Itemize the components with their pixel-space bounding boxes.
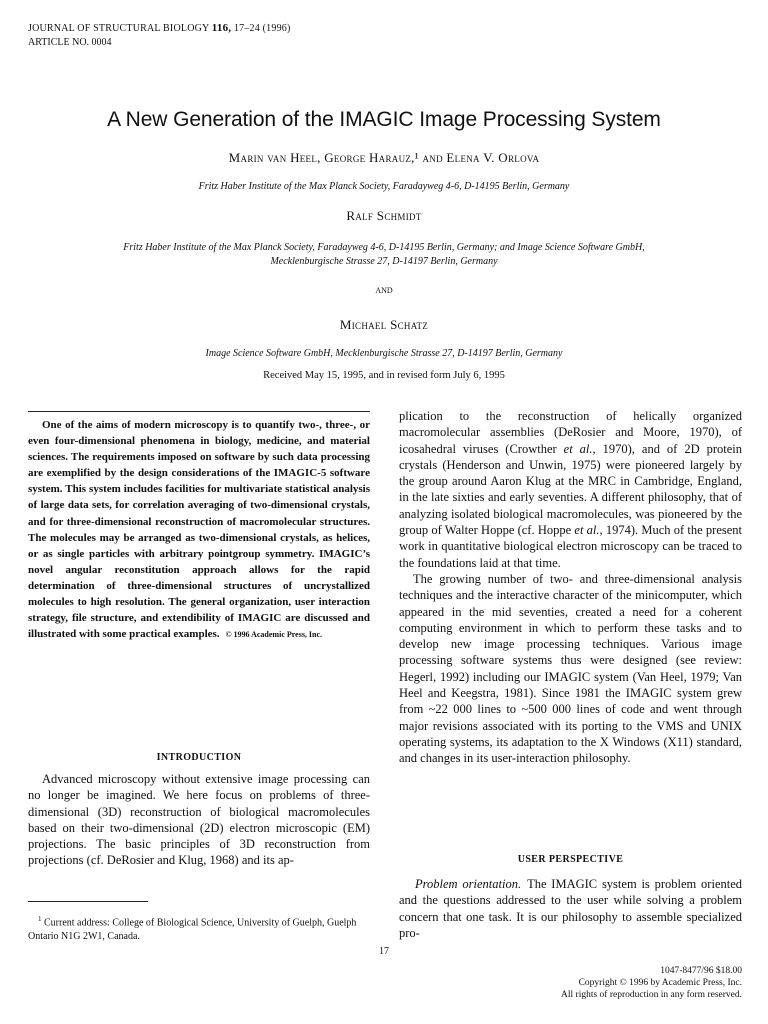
copyright-notice: Copyright © 1996 by Academic Press, Inc.: [578, 978, 742, 988]
journal-pages: 17–24 (1996): [233, 23, 291, 34]
paper-title: A New Generation of the IMAGIC Image Processing System: [107, 108, 661, 131]
introduction-heading: INTRODUCTION: [156, 752, 242, 763]
author-list-3: Michael Schatz: [339, 317, 429, 332]
affiliation-1: Fritz Haber Institute of the Max Planck Society, Faradayweg 4-6, D-14195 Berlin, Germany: [198, 181, 570, 192]
journal-citation: [28, 22, 291, 34]
author-list-1: Marin van Heel, George Harauz,¹ and Elena V. Orlova: [228, 150, 540, 165]
footnote-rule: [28, 901, 148, 902]
problem-orientation-lead: Problem orientation.: [415, 877, 522, 891]
introduction-text: [28, 771, 370, 869]
footnote: [28, 912, 370, 944]
journal-volume: 116,: [211, 22, 232, 34]
para1-part-a: plication to the reconstruction of helically organized macromolecular assemblies (DeRosier and Moore, 1970), of icosahedral viruses (Crowther: [399, 409, 742, 456]
affiliation-2-line-1: Fritz Haber Institute of the Max Planck Society, Faradayweg 4-6, D-14195 Berlin, Germany; and Image Science Software GmbH,: [123, 242, 645, 253]
and-separator: and: [375, 284, 393, 296]
user-perspective-text: [399, 876, 742, 941]
introduction-paragraph: Advanced microscopy without extensive image processing can no longer be imagined. We here focus on problems of three-dimensional (3D) reconstruction of biological macromolecules based on their two-dimensional (2D) electron microscopic (EM) projections. The basic principles of 3D reconstruction from projections (cf. DeRosier and Klug, 1968) and its ap-: [28, 772, 370, 868]
article-number: ARTICLE NO. 0004: [28, 37, 112, 48]
journal-name: JOURNAL OF STRUCTURAL BIOLOGY: [28, 23, 210, 34]
para1-etal-1: et al.,: [563, 441, 596, 456]
issn-price: 1047-8477/96 $18.00: [660, 966, 742, 976]
page-number: 17: [379, 946, 389, 957]
author-list-2: Ralf Schmidt: [346, 208, 422, 223]
affiliation-2: [0, 241, 768, 269]
abstract-copyright: © 1996 Academic Press, Inc.: [225, 630, 323, 640]
rights-notice: All rights of reproduction in any form reserved.: [561, 990, 742, 1000]
abstract-rule: [28, 411, 370, 412]
right-column-text: [399, 408, 742, 767]
footnote-mark: 1: [38, 915, 42, 923]
footnote-text: Current address: College of Biological Science, University of Guelph, Guelph Ontario N1G 2W1, Canada.: [28, 917, 357, 943]
abstract: [28, 417, 370, 643]
user-perspective-paragraph: The IMAGIC system is problem oriented and the questions addressed to the user while solving a problem concern that one task. It is our philosophy to assemble specialized pro-: [399, 877, 743, 940]
right-paragraph-2: The growing number of two- and three-dimensional analysis techniques and the interactive character of the minicomputer, which appeared in the mid seventies, created a need for a coherent computing environment in which to perform these tasks and to develop new image processing techniques. Various image processing software systems thus were designed (see review: Hegerl, 1992) including our IMAGIC system (Van Heel, 1979; Van Heel and Keegstra, 1981). Since 1981 the IMAGIC system grew from ~22 000 lines to ~500 000 lines of code and went through major revisions associated with its porting to the VMS and UNIX operating systems, its adaptation to the X Windows (X11) standard, and changes in its user-interaction philosophy.: [399, 571, 742, 766]
user-perspective-heading: USER PERSPECTIVE: [517, 854, 624, 865]
abstract-text: One of the aims of modern microscopy is to quantify two-, three-, or even four-dimensional phenomena in biology, medicine, and material sciences. The requirements imposed on software by such data processing are exemplified by the design considerations of the IMAGIC-5 software system. This system includes facilities for multivariate statistical analysis of large data sets, for correlation averaging of two-dimensional crystals, and for three-dimensional reconstruction of macromolecular structures. The molecules may be arranged as two-dimensional crystals, as helices, or as single particles with arbitrary pointgroup symmetry. IMAGIC’s novel angular reconstitution approach allows for the rapid determination of three-dimensional structures of uncrystallized molecules to high resolution. The general organization, user interaction strategy, file structure, and extendibility of IMAGIC are discussed and illustrated with some practical examples.: [28, 419, 370, 641]
right-paragraph-1: [399, 408, 742, 571]
affiliation-3: Image Science Software GmbH, Mecklenburgische Strasse 27, D-14197 Berlin, Germany: [205, 348, 563, 359]
affiliation-2-line-2: Mecklenburgische Strasse 27, D-14197 Berlin, Germany: [270, 256, 498, 267]
para1-part-c: 1974). Much of the present work in quantitative biological electron microscopy can be traced to the foundations laid at that time.: [399, 523, 743, 570]
received-dates: Received May 15, 1995, and in revised form July 6, 1995: [263, 370, 505, 381]
para1-part-b: 1970), and of 2D protein crystals (Henderson and Unwin, 1975) were pioneered largely by the group around Aaron Klug at the MRC in Cambridge, England, in the late sixties and early seventies. A different philosophy, that of analyzing isolated biological macromolecules, was pioneered by the group of Walter Hoppe (cf. Hoppe: [399, 441, 742, 538]
para1-etal-2: et al.,: [574, 523, 603, 538]
